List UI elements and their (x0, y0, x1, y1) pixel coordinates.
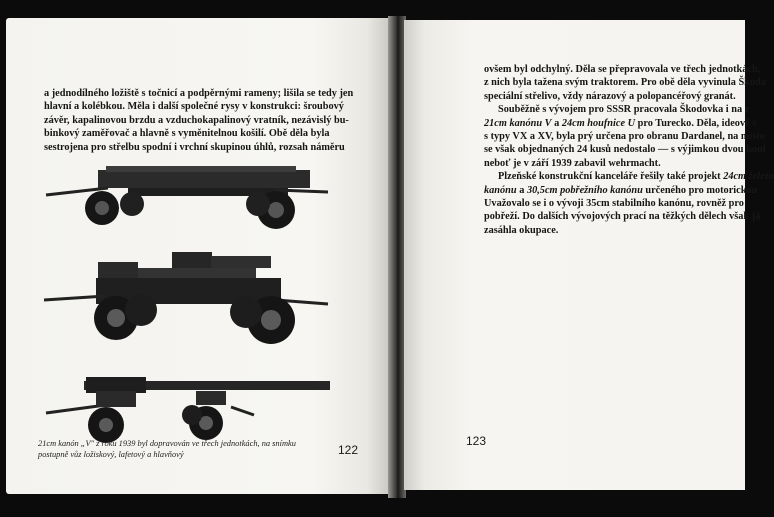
text-run: určeného pro motorickou (642, 184, 758, 196)
text-italic: 24cm železn (723, 171, 774, 183)
caption-line: 21cm kanón „V" z roku 1939 byl dopravován ve třech jednotkách, na snímku (38, 439, 296, 448)
text-line: neboť je v září 1939 zabavil wehrmacht. (484, 157, 661, 169)
left-page-text (44, 87, 354, 154)
text-italic: 30,5cm pobřežního kanónu (526, 184, 643, 196)
page-number-right: 123 (466, 434, 487, 448)
text-italic: kanónu (484, 184, 517, 196)
bearing-carriage-image (36, 158, 336, 238)
text-run: a (551, 117, 562, 129)
text-line: Souběžně s vývojem pro SSSR pracovala Škodovka i na z (498, 104, 750, 116)
text-run: pro Turecko. Děla, ideově s (635, 117, 757, 129)
gun-carriage-image (36, 240, 336, 350)
barrel-carriage-image (36, 363, 336, 448)
text-italic: 24cm houfnice U (561, 117, 636, 129)
text-line: ovšem byl odchylný. Děla se přepravovala ve třech jednotkách, (484, 64, 761, 75)
left-page (6, 18, 390, 494)
text-line: z nich byla tažena svým traktorem. Pro obě děla vyvinula Škoda (484, 77, 766, 89)
figure-caption (38, 438, 328, 460)
text-line (484, 170, 774, 183)
text-run: a (516, 184, 527, 196)
caption-line: postupně vůz ložiskový, lafetový a hlavňový (38, 450, 184, 459)
text-line: se však objednaných 24 kusů nedostalo — s výjimkou dvou houf (484, 144, 767, 156)
text-line: zasáhla okupace. (484, 224, 559, 236)
text-line: binkový zaměřovač a hlavně s vyměnitelnou košilí. Obě děla byla (44, 128, 330, 140)
text-line: Uvažovalo se i o vývoji 35cm stabilního kanónu, rovněž pro (484, 198, 744, 210)
text-line: s typy VX a XV, byla prý určena pro obranu Dardanel, na místo (484, 131, 765, 143)
text-line: závěr, kapalinovou brzdu a vzduchokapalinový vratník, nezávislý bu- (44, 114, 349, 126)
text-run: Plzeňské konstrukční kanceláře řešily také projekt (498, 171, 724, 183)
text-italic: 21cm kanónu V (484, 117, 552, 129)
page-number-left: 122 (338, 443, 359, 457)
text-line: hlavní a kolébkou. Měla i další společné rysy v konstrukci: šroubový (44, 101, 344, 113)
right-page (404, 20, 774, 490)
text-line: sestrojena pro střelbu spodní i vrchní skupinou úhlů, rozsah náměru (44, 141, 345, 153)
text-line: speciální střelivo, vždy nárazový a polopancéřový granát. (484, 90, 736, 102)
text-line: a jednodílného ložiště s točnicí a podpěrnými rameny; lišila se tedy jen (44, 88, 354, 99)
text-line (484, 184, 758, 197)
text-line (484, 117, 757, 130)
right-page-text (484, 63, 774, 237)
text-line: pobřeží. Do dalších vývojových prací na těžkých dělech však já (484, 211, 761, 223)
